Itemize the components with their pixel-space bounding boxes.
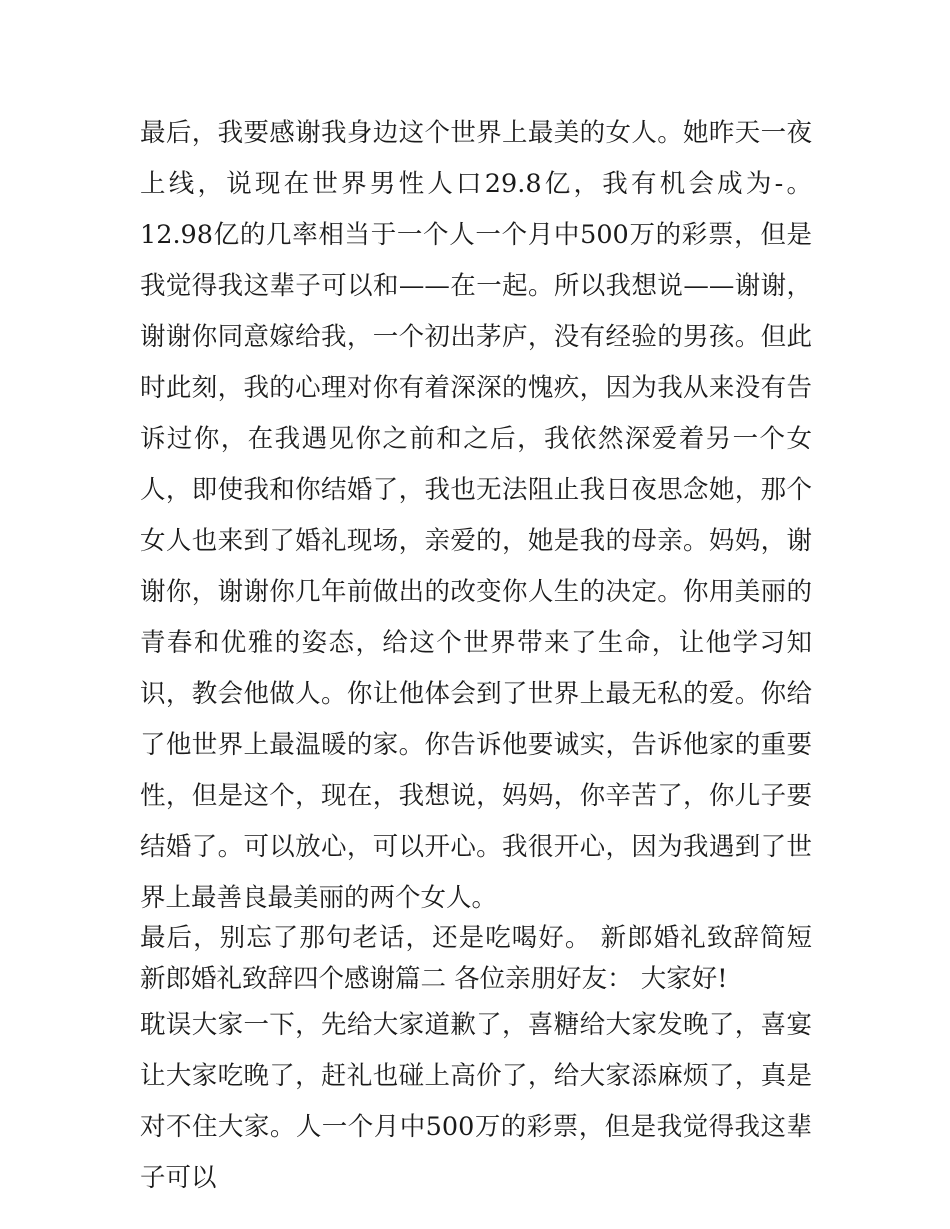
paragraph-thanks-wife-mother: 最后，我要感谢我身边这个世界上最美的女人。她昨天一夜上线，说现在世界男性人口29.8亿，我有机会成为-。12.98亿的几率相当于一个人一个月中500万的彩票，但是我觉得我这辈子可以和——在一起。所以我想说——谢谢，谢谢你同意嫁给我，一个初出茅庐，没有经验的男孩。但此时此刻，我的心理对你有着深深的愧疚，因为我从来没有告诉过你，在我遇见你之前和之后，我依然深爱着另一个女人，即使我和你结婚了，我也无法阻止我日夜思念她，那个女人也来到了婚礼现场，亲爱的，她是我的母亲。妈妈，谢谢你，谢谢你几年前做出的改变你人生的决定。你用美丽的青春和优雅的姿态，给这个世界带来了生命，让他学习知识，教会他做人。你让他体会到了世界上最无私的爱。你给了他世界上最温暖的家。你告诉他要诚实，告诉他家的重要性，但是这个，现在，我想说，妈妈，你辛苦了，你儿子要结婚了。可以放心，可以开心。我很开心，因为我遇到了世界上最善良最美丽的两个女人。 (140, 118, 812, 913)
paragraph-closing-and-heading: 最后，别忘了那句老话，还是吃喝好。 新郎婚礼致辞简短 新郎婚礼致辞四个感谢篇二 各位亲朋好友： 大家好! (140, 923, 812, 994)
paragraph-apology: 耽误大家一下，先给大家道歉了，喜糖给大家发晚了，喜宴让大家吃晚了，赶礼也碰上高价了，给大家添麻烦了，真是对不住大家。人一个月中500万的彩票，但是我觉得我这辈子可以 (140, 1010, 812, 1193)
document-body (140, 108, 812, 1204)
